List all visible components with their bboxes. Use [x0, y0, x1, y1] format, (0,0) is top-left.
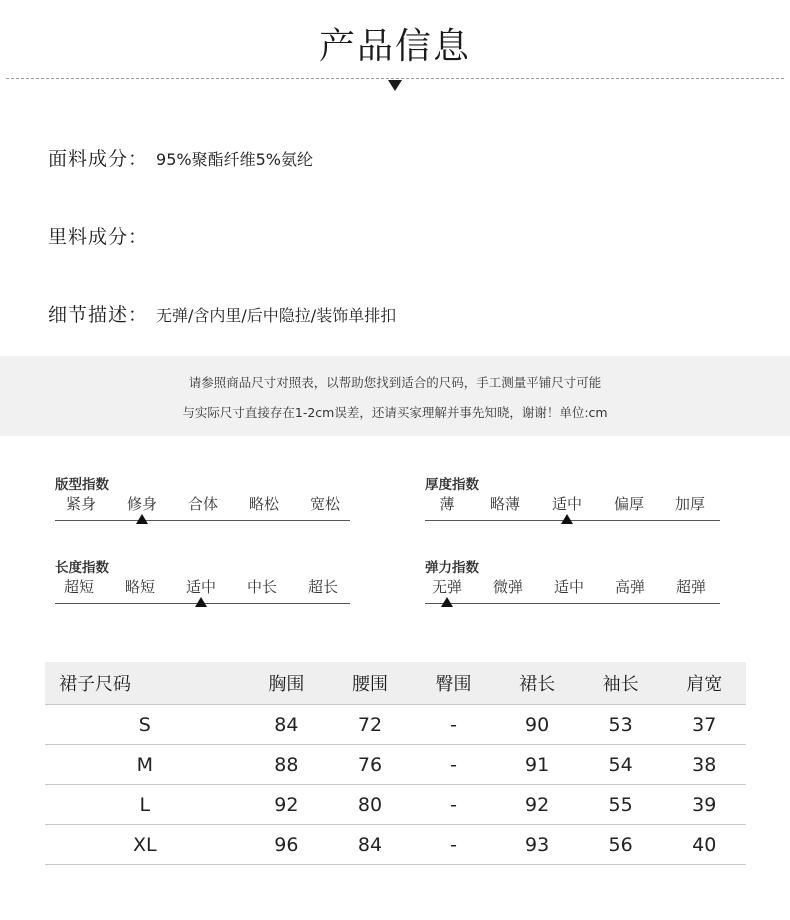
index-option: 超弹: [675, 578, 706, 596]
index-option: 适中: [185, 578, 216, 596]
notice-line-2: 与实际尺寸直接存在1-2cm误差，还请买家理解并事先知晓，谢谢！单位:cm: [182, 405, 608, 420]
index-option: 中长: [246, 578, 277, 596]
table-cell: XL: [45, 825, 245, 865]
column-header: 腰围: [328, 662, 412, 705]
column-header: 肩宽: [662, 662, 746, 705]
title-down-arrow-icon: [388, 80, 402, 91]
table-cell: 76: [328, 745, 412, 785]
index-option: 高弹: [614, 578, 645, 596]
table-cell: 92: [495, 785, 579, 825]
index-option: 宽松: [309, 495, 340, 513]
index-scale: [425, 493, 720, 533]
table-row: [45, 745, 746, 785]
size-notice-panel: [0, 356, 790, 436]
title-divider: [6, 78, 784, 79]
selected-marker-icon: [136, 514, 148, 524]
index-track: [425, 603, 720, 604]
table-cell: 37: [662, 705, 746, 745]
table-cell: 38: [662, 745, 746, 785]
table-cell: 84: [245, 705, 329, 745]
selected-marker-icon: [195, 597, 207, 607]
column-header: 袖长: [579, 662, 663, 705]
table-cell: 91: [495, 745, 579, 785]
table-row: [45, 785, 746, 825]
table-header-row: [45, 662, 746, 705]
fabric-row: [48, 144, 313, 174]
table-cell: 92: [245, 785, 329, 825]
column-header: 胸围: [245, 662, 329, 705]
index-option: 紧身: [65, 495, 96, 513]
table-cell: -: [412, 825, 496, 865]
page-title: 产品信息: [318, 26, 471, 67]
column-header: 裙长: [495, 662, 579, 705]
index-option: 偏厚: [613, 495, 644, 513]
table-cell: L: [45, 785, 245, 825]
index-option: 适中: [551, 495, 582, 513]
table-cell: M: [45, 745, 245, 785]
table-cell: 93: [495, 825, 579, 865]
selected-marker-icon: [561, 514, 573, 524]
index-title: 厚度指数: [425, 477, 479, 493]
column-header: 臀围: [412, 662, 496, 705]
table-cell: 56: [579, 825, 663, 865]
index-option: 略松: [248, 495, 279, 513]
index-title: 版型指数: [55, 477, 109, 493]
index-option: 略短: [124, 578, 155, 596]
lining-row: [48, 222, 156, 252]
table-row: [45, 705, 746, 745]
table-cell: 72: [328, 705, 412, 745]
index-option: 修身: [126, 495, 157, 513]
notice-line-1: 请参照商品尺寸对照表，以帮助您找到适合的尺码，手工测量平铺尺寸可能: [188, 375, 602, 390]
fabric-label: 面料成分：: [48, 148, 149, 170]
index-scale: [425, 576, 720, 616]
index-scale: [55, 576, 350, 616]
index-fit: [55, 473, 355, 533]
index-option: 加厚: [674, 495, 705, 513]
table-cell: 53: [579, 705, 663, 745]
table-cell: 55: [579, 785, 663, 825]
table-cell: 40: [662, 825, 746, 865]
index-title: 弹力指数: [425, 560, 479, 576]
table-row: [45, 825, 746, 865]
index-title: 长度指数: [55, 560, 109, 576]
index-option: 超长: [307, 578, 338, 596]
index-thickness: [425, 473, 725, 533]
index-option: 合体: [187, 495, 218, 513]
index-option: 微弹: [492, 578, 523, 596]
details-value: 无弹/含内里/后中隐拉/装饰单排扣: [156, 306, 397, 325]
table-cell: 54: [579, 745, 663, 785]
table-cell: 39: [662, 785, 746, 825]
index-option: 略薄: [489, 495, 520, 513]
index-option: 无弹: [431, 578, 462, 596]
table-cell: 88: [245, 745, 329, 785]
table-cell: 90: [495, 705, 579, 745]
table-cell: -: [412, 705, 496, 745]
details-row: [48, 300, 396, 330]
size-chart-table: [45, 662, 746, 865]
table-cell: 80: [328, 785, 412, 825]
fabric-value: 95%聚酯纤维5%氨纶: [156, 150, 313, 169]
table-cell: -: [412, 745, 496, 785]
table-cell: 84: [328, 825, 412, 865]
selected-marker-icon: [441, 597, 453, 607]
details-label: 细节描述：: [48, 304, 149, 326]
column-header: 裙子尺码: [45, 662, 245, 705]
table-cell: 96: [245, 825, 329, 865]
lining-label: 里料成分：: [48, 226, 149, 248]
table-cell: S: [45, 705, 245, 745]
index-scale: [55, 493, 350, 533]
index-option: 薄: [439, 495, 455, 513]
index-track: [55, 520, 350, 521]
table-cell: -: [412, 785, 496, 825]
index-option: 适中: [553, 578, 584, 596]
index-option: 超短: [63, 578, 94, 596]
index-length: [55, 556, 355, 616]
index-elasticity: [425, 556, 725, 616]
